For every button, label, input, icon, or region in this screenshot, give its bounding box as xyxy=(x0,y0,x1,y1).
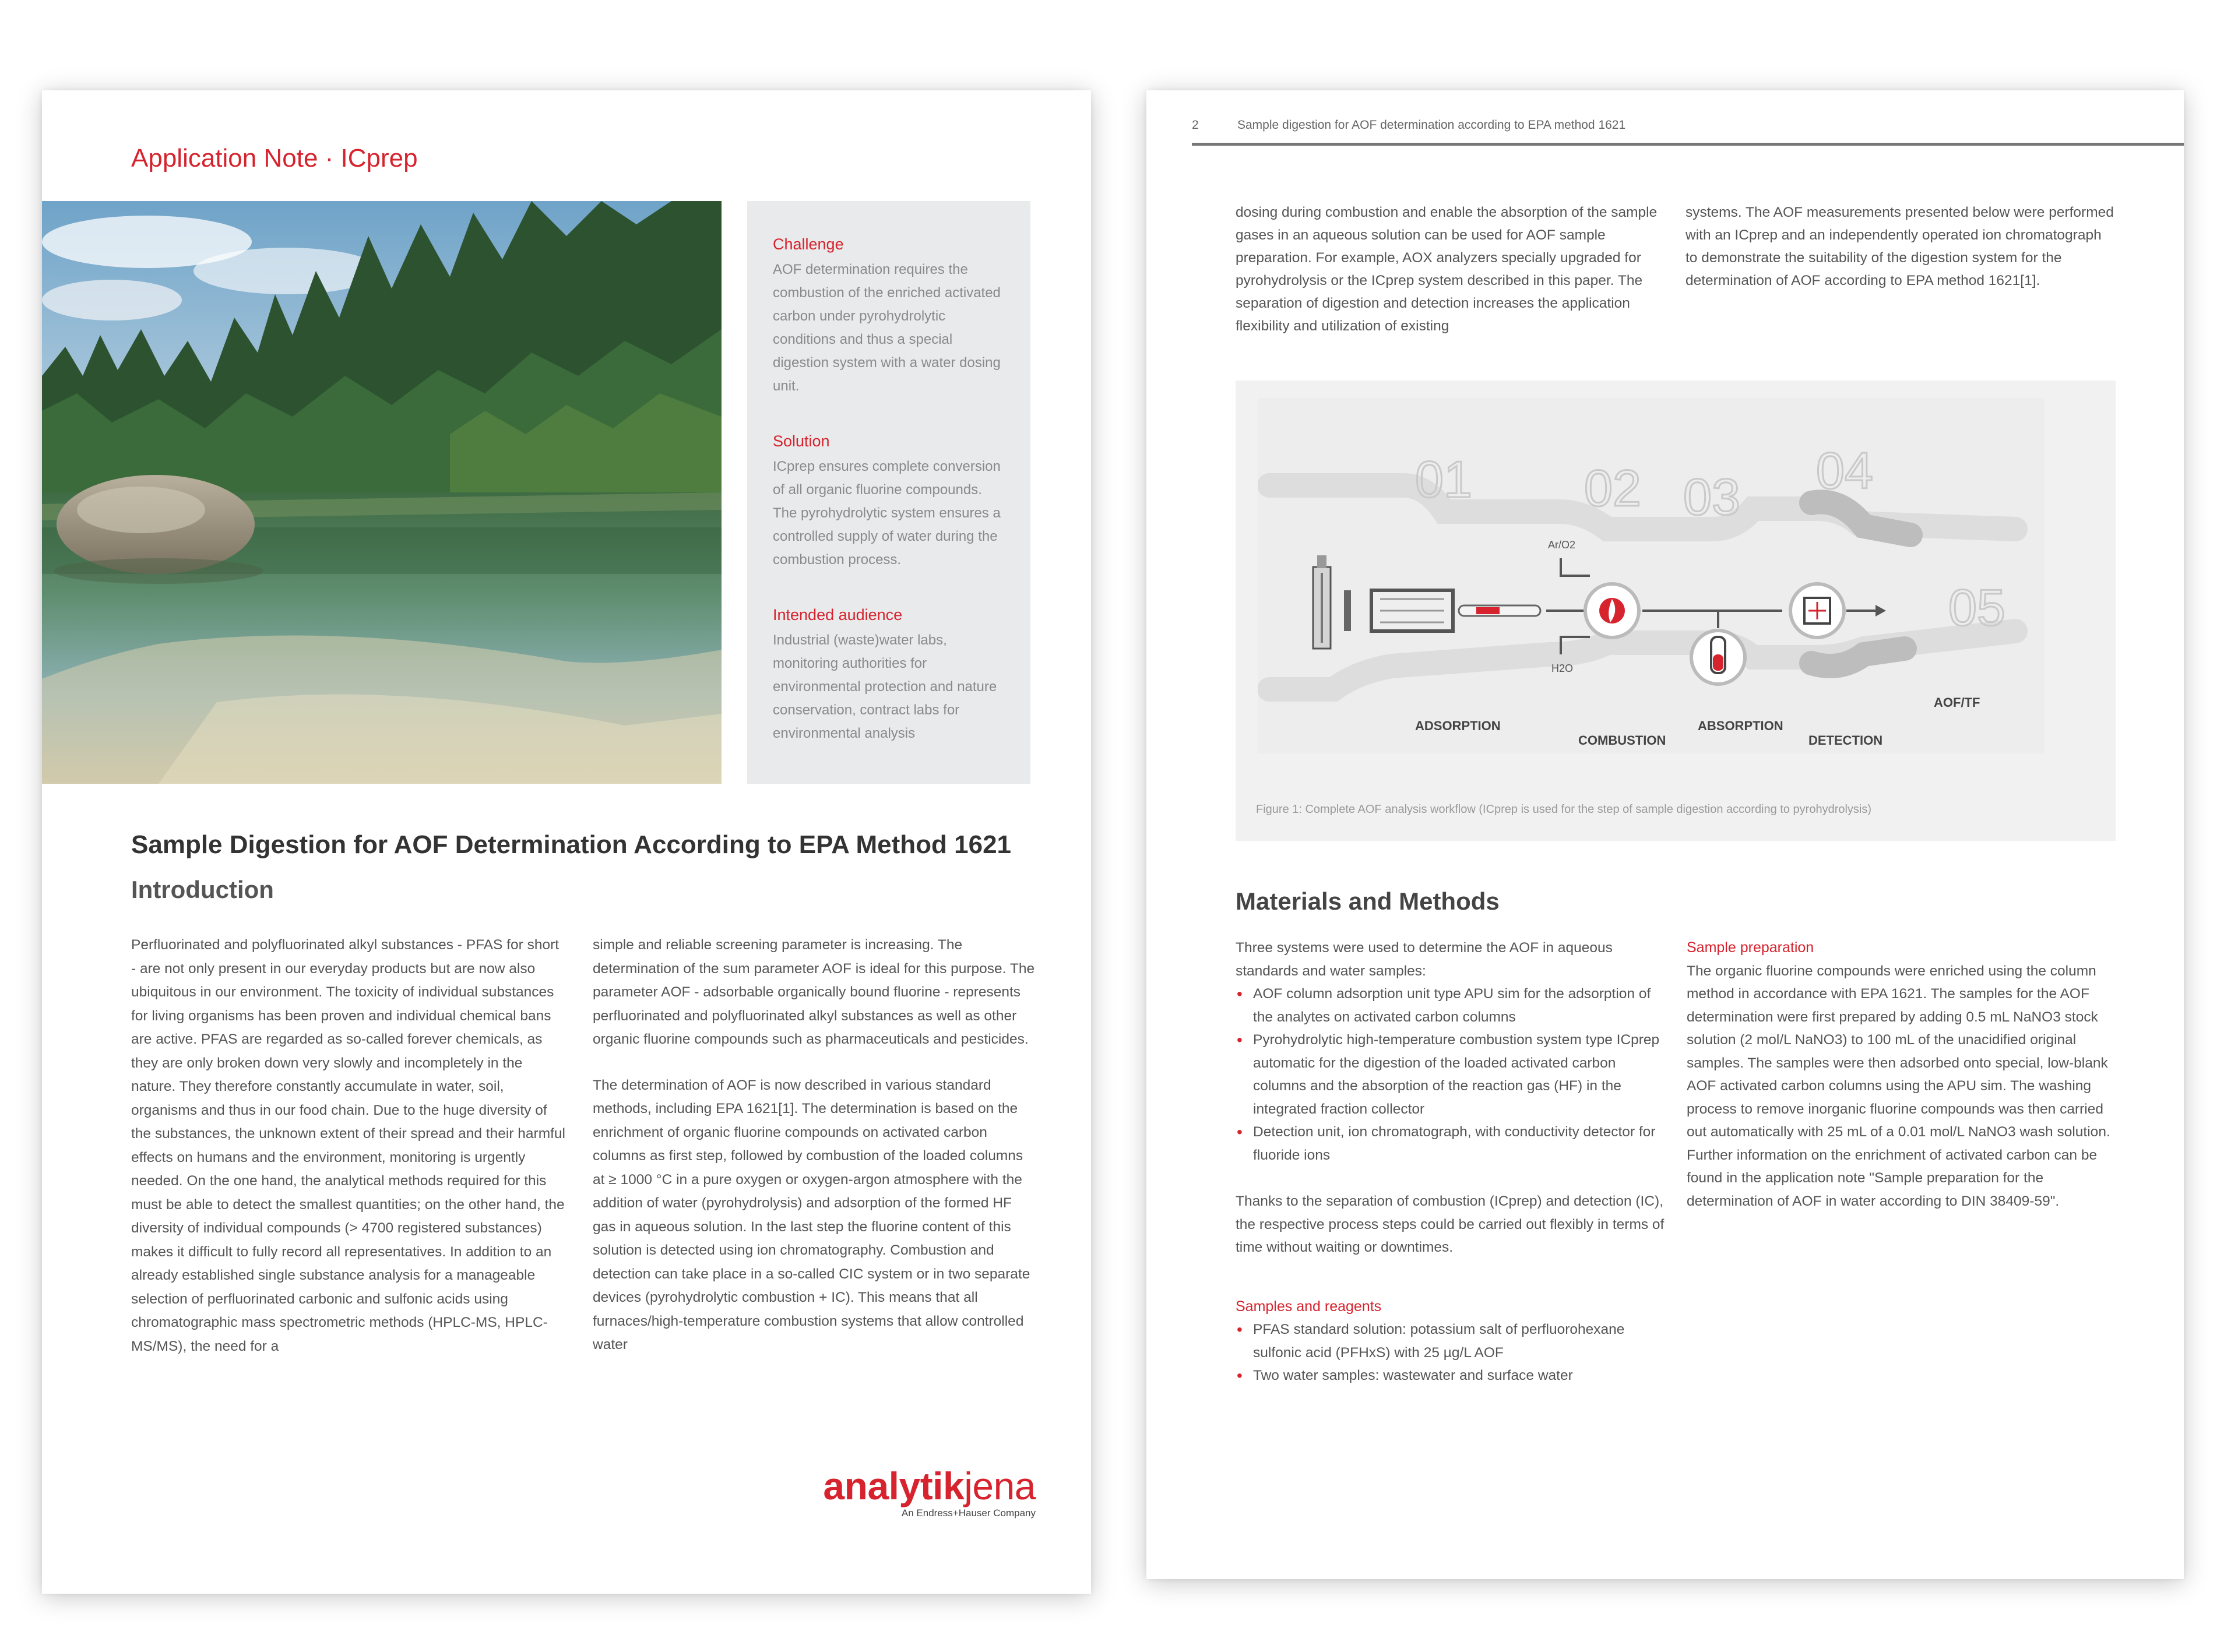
step-number-03: 03 xyxy=(1683,468,1740,526)
step-number-05: 05 xyxy=(1948,579,2005,636)
list-item: • Two water samples: wastewater and surface water xyxy=(1236,1364,1670,1387)
sample-preparation-text: The organic fluorine compounds were enriched using the column method in accordance with EPA 1621. The samples for the AOF determination were first prepared by adding 0.5 mL NaNO3 stock solution (2 mol/L NaNO3) to 100 mL of the unacidified original samples. The samples were then adsorbed onto special, low-blank AOF activated carbon columns using the APU sim. The washing process to remove inorganic fluorine compounds was then carried out automatically with 25 mL of a 0.01 mol/L NaNO3 wash solution. xyxy=(1687,963,2110,1140)
list-item: • PFAS standard solution: potassium salt of perfluorohexane sulfonic acid (PFHxS) with 25 µg/L AOF xyxy=(1236,1318,1670,1364)
materials-methods-column-2 xyxy=(1687,936,2118,1236)
combustion-to-absorption-line xyxy=(1642,611,1718,628)
list-item: • AOF column adsorption unit type APU sim for the adsorption of the analytes on activated carbon columns xyxy=(1236,982,1670,1028)
continued-text-column-1: dosing during combustion and enable the absorption of the sample gases in an aqueous solution can be used for AOF sample preparation. For example, AOX analyzers specially upgraded for pyrohydrolysis or the ICprep system described in this paper. The separation of digestion and detection increases the application flexibility and utilization of existing xyxy=(1236,205,1658,334)
introduction-heading: Introduction xyxy=(131,876,274,903)
intro-paragraph-3: The determination of AOF is now described in various standard methods, including EPA 1621[1]. The determination is based on the enrichment of organic fluorine compounds on activated carbon columns as first step, followed by combustion of the loaded columns at ≥ 1000 °C in a pure oxygen or oxygen-argon atmosphere with the addition of water (pyrohydrolysis) and adsorption of the formed HF gas in aqueous solution. In the last step the fluorine content of this solution is detected using ion chromatography. Combustion and detection can take place in a so-called CIC system or in two separate devices (pyrohydrolytic combustion + IC). This means that all furnaces/high-temperature combustion systems that allow controlled water xyxy=(593,1077,1030,1352)
intro-paragraph-2: simple and reliable screening parameter is increasing. The determination of the sum parameter AOF is ideal for this purpose. The parameter AOF - adsorbable organically bound fluorine - represents perfluorinated and polyfluorinated alkyl substances as well as other organic fluorine compounds such as pharmaceuticals and pesticides. xyxy=(593,937,1035,1047)
workflow-figure xyxy=(1236,381,2116,841)
logo-wordmark-jena: jena xyxy=(964,1464,1036,1507)
stage-label-absorption: ABSORPTION xyxy=(1698,718,1783,733)
intro-paragraph-1: Perfluorinated and polyfluorinated alkyl substances - PFAS for short - are not only present in our everyday products but are now also ubiquitous in our environment. The toxicity of individual substances for living organisms has been proven and individual chemical bans are active. PFAS are regarded as so-called forever chemicals, as they are only broken down very slowly and incompletely in the nature. They therefore constantly accumulate in water, soil, organisms and thus in our food chain. Due to the huge diversity of the substances, the unknown extent of their spread and their harmful effects on humans and the environment, monitoring is urgently needed. On the one hand, the analytical methods required for this must be able to detect the smallest quantities; on the other hand, the diversity of individual compounds (> 4700 registered substances) makes it difficult to fully record all representatives. In addition to an already established single substance analysis for a manageable selection of perfluorinated carbonic and sulfonic acids using chromatographic mass spectrometric methods (HPLC-MS, HPLC-MS/MS), the need for a xyxy=(131,937,565,1354)
stage-label-combustion: COMBUSTION xyxy=(1578,733,1666,748)
output-label-aof-tf: AOF/TF xyxy=(1934,695,1980,710)
step-number-02: 02 xyxy=(1584,459,1641,517)
stage-label-detection: DETECTION xyxy=(1808,733,1883,748)
audience-title: Intended audience xyxy=(773,606,903,624)
hero-river-photo xyxy=(42,201,722,784)
step-number-01: 01 xyxy=(1415,450,1472,508)
step-number-04: 04 xyxy=(1816,442,1873,499)
summary-sidebar xyxy=(747,201,1030,784)
detection-chromatograph-icon xyxy=(1790,584,1844,637)
systems-list xyxy=(1236,982,1670,1167)
document-title: Sample Digestion for AOF Determination According to EPA Method 1621 xyxy=(131,830,1012,859)
header-title: Sample digestion for AOF determination according to EPA method 1621 xyxy=(1237,118,1626,132)
list-item: • Detection unit, ion chromatograph, with conductivity detector for fluoride ions xyxy=(1236,1121,1670,1167)
adsorption-column-icon xyxy=(1313,555,1351,649)
absorption-vial-icon xyxy=(1691,630,1745,684)
introduction-column-1 xyxy=(131,934,565,1380)
challenge-text: AOF determination requires the combustion of the enriched activated carbon under pyrohydrolytic conditions and thus a special digestion system with a water dosing unit. xyxy=(773,262,1001,394)
continued-text-column-2: systems. The AOF measurements presented below were performed with an ICprep and an independently operated ion chromatograph to demonstrate the suitability of the digestion system for the determination of AOF according to EPA method 1621[1]. xyxy=(1685,205,2114,288)
stage-label-adsorption: ADSORPTION xyxy=(1415,718,1501,733)
gas-input-bottom-label: H2O xyxy=(1551,663,1574,674)
materials-methods-heading: Materials and Methods xyxy=(1236,887,1500,915)
challenge-title: Challenge xyxy=(773,235,844,253)
combustion-tube-icon xyxy=(1371,590,1540,631)
samples-reagents-heading: Samples and reagents xyxy=(1236,1298,1382,1315)
mm-intro: Three systems were used to determine the AOF in aqueous standards and water samples: xyxy=(1236,940,1613,979)
page-2 xyxy=(1146,90,2184,1579)
sample-preparation-reference: Further information on the enrichment of activated carbon can be found in the application note "Sample preparation for the determination of AOF in water according to DIN 38409-59". xyxy=(1687,1147,2098,1209)
logo-tagline: An Endress+Hauser Company xyxy=(901,1507,1036,1519)
absorption-to-detection-line xyxy=(1718,611,1782,628)
page-number: 2 xyxy=(1192,118,1199,132)
mm-paragraph-2: Thanks to the separation of combustion (ICprep) and detection (IC), the respective process steps could be carried out flexibly in terms of time without waiting or downtimes. xyxy=(1236,1193,1665,1255)
samples-list xyxy=(1236,1318,1670,1387)
combustion-flame-icon xyxy=(1585,584,1639,637)
list-item: • Pyrohydrolytic high-temperature combustion system type ICprep automatic for the digestion of the loaded activated carbon columns and the absorption of the reaction gas (HF) in the integrated fraction collector xyxy=(1236,1028,1670,1121)
running-header xyxy=(1192,114,2184,146)
gas-input-top-label: Ar/O2 xyxy=(1548,539,1576,551)
logo-wordmark-analytik: analytik xyxy=(823,1464,965,1507)
materials-methods-column-1 xyxy=(1236,936,1670,1411)
solution-text: ICprep ensures complete conversion of all organic fluorine compounds. The pyrohydrolytic system ensures a controlled supply of water during the combustion process. xyxy=(773,459,1001,568)
solution-title: Solution xyxy=(773,432,830,450)
page-1 xyxy=(42,90,1091,1594)
figure-caption: Figure 1: Complete AOF analysis workflow (ICprep is used for the step of sample digestion according to pyrohydrolysis) xyxy=(1256,803,1872,816)
analytik-jena-logo xyxy=(797,1466,1036,1519)
audience-text: Industrial (waste)water labs, monitoring authorities for environmental protection and nature conservation, contract labs for environmental analysis xyxy=(773,632,997,741)
gas-input-top-line xyxy=(1561,558,1590,576)
introduction-column-2 xyxy=(593,934,1036,1379)
sample-preparation-heading: Sample preparation xyxy=(1687,939,1814,956)
application-note-heading: Application Note · ICprep xyxy=(131,144,418,172)
workflow-diagram xyxy=(1258,398,2045,753)
